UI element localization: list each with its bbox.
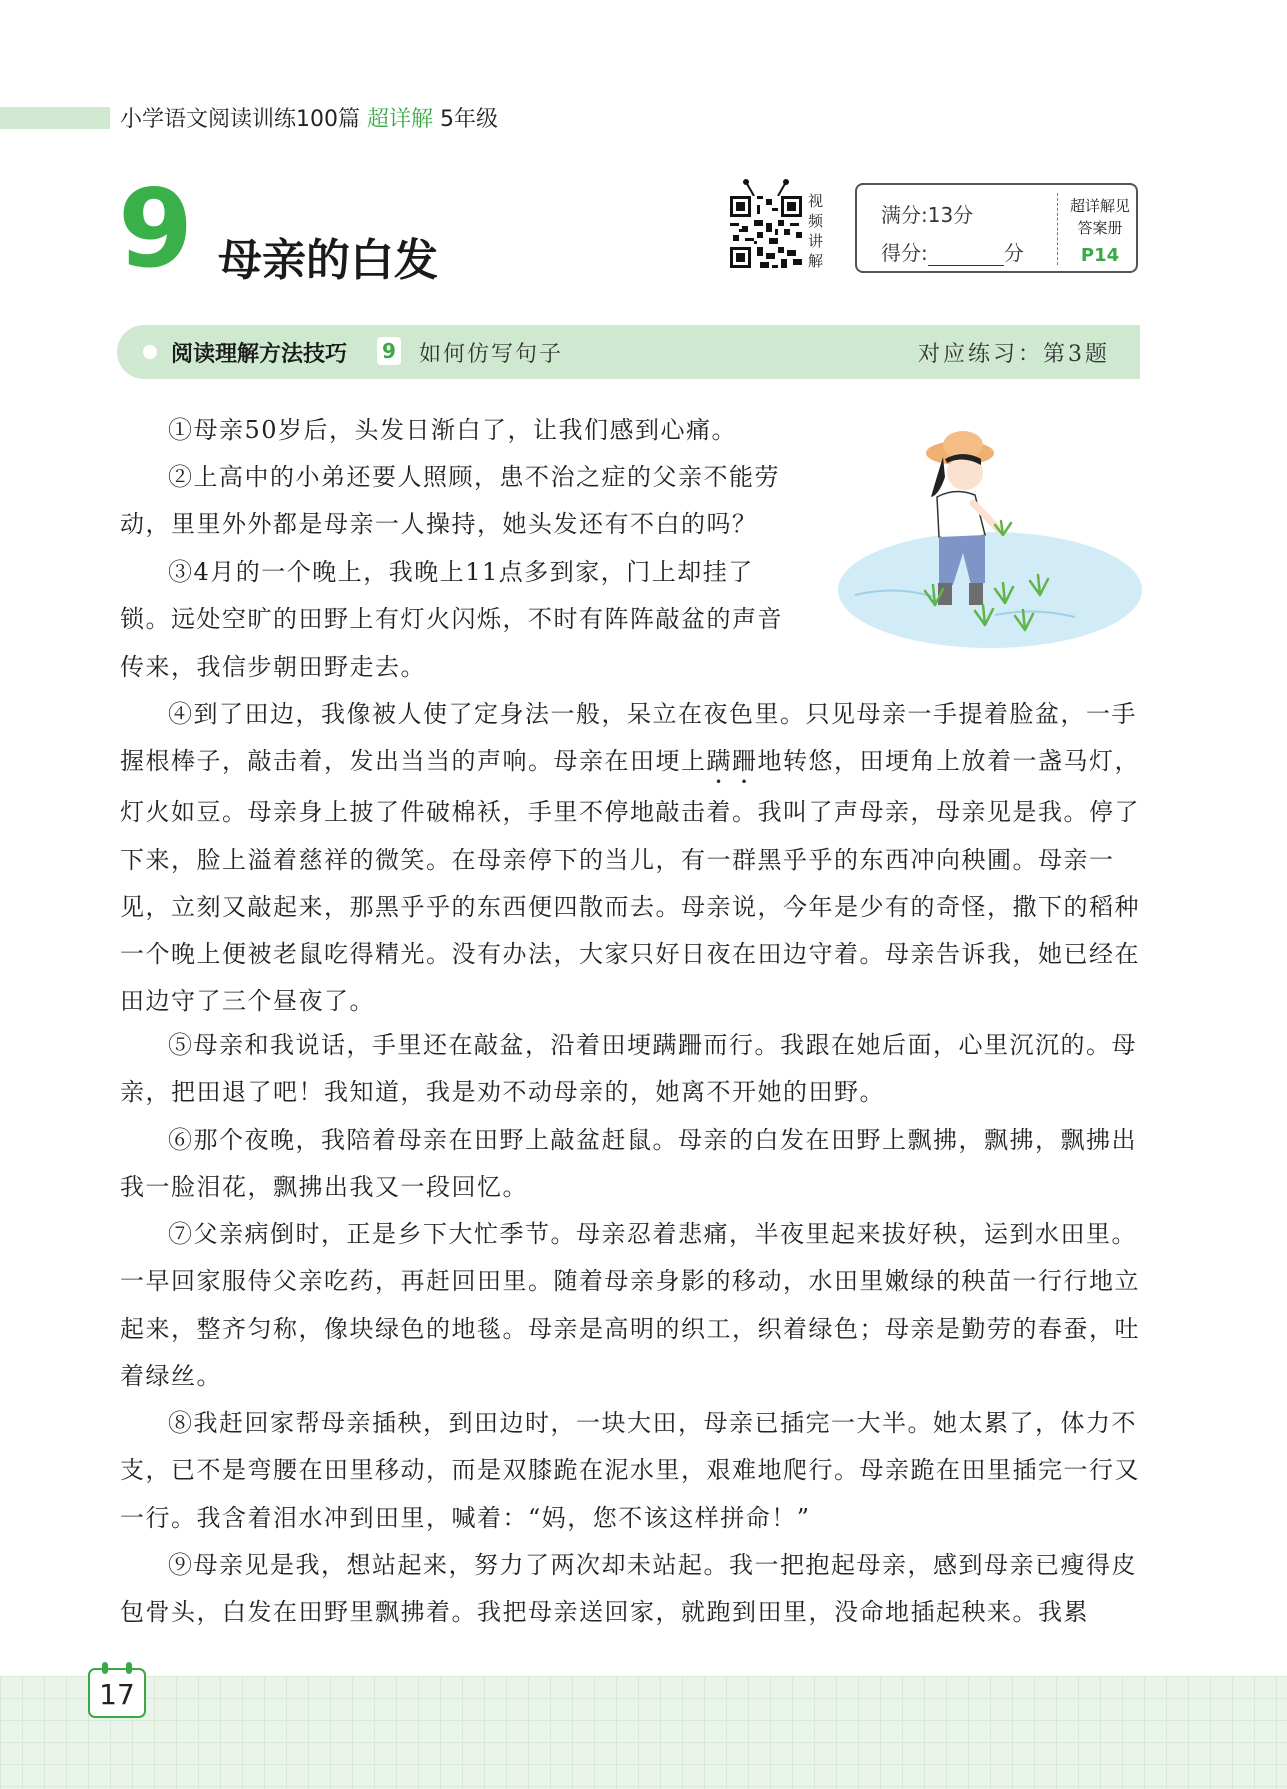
paragraph-9: ⑨母亲见是我，想站起来，努力了两次却未站起。我一把抱起母亲，感到母亲已瘦得皮包骨头，白发在田野里飘拂着。我把母亲送回家，就跑到田里，没命地插起秧来。我累	[120, 1551, 1137, 1627]
lesson-number: 9	[118, 167, 194, 292]
banner-title: 阅读理解方法技巧	[171, 342, 348, 367]
header-strip	[0, 107, 110, 129]
girl-planting-rice-illustration	[835, 425, 1145, 650]
score-box	[855, 183, 1138, 273]
score-full: 满分:13分	[881, 203, 974, 227]
score-divider	[1057, 193, 1058, 265]
paragraph-4: ④到了田边，我像被人使了定身法一般，呆立在夜色里。只见母亲一手提着脸盆，一手握根棒子，敲击着，发出当当的声响。母亲在田埂上蹒跚地转悠，田埂角上放着一盏马灯，灯火如豆。母亲身上披了件破棉袄，手里不停地敲击着。我叫了声母亲，母亲见是我。停了下来，脸上溢着慈祥的微笑。在母亲停下的当儿，有一群黑乎乎的东西冲向秧圃。母亲一见，立刻又敲起来，那黑乎乎的东西便四散而去。母亲说，今年是少有的奇怪，撒下的稻种一个晚上便被老鼠吃得精光。没有办法，大家只好日夜在田边守着。母亲告诉我，她已经在田边守了三个昼夜了。	[120, 700, 1140, 1016]
answer-ref-line1: 超详解见	[1069, 197, 1130, 215]
paragraph-3: ③4月的一个晚上，我晚上11点多到家，门上却挂了锁。远处空旷的田野上有灯火闪烁，不时有阵阵敲盆的声音传来，我信步朝田野走去。	[120, 558, 783, 681]
banner-number: 9	[377, 337, 401, 365]
page-number-box	[88, 1668, 146, 1718]
answer-ref-line2: 答案册	[1077, 219, 1123, 237]
paragraph-2: ②上高中的小弟还要人照顾，患不治之症的父亲不能劳动，里里外外都是母亲一人操持，她头发还有不白的吗？	[120, 463, 780, 539]
paragraph-8: ⑧我赶回家帮母亲插秧，到田边时，一块大田，母亲已插完一大半。她太累了，体力不支，已不是弯腰在田里移动，而是双膝跪在泥水里，艰难地爬行。母亲跪在田里插完一行又一行。我含着泪水冲到田里，喊着：“妈，您不该这样拼命！”	[120, 1409, 1140, 1532]
calendar-ring-icon	[102, 1662, 108, 1674]
banner-dot	[143, 345, 157, 359]
qr-antenna-icon	[738, 178, 794, 196]
page-number: 17	[99, 1678, 135, 1711]
banner-practice: 对应练习：第3题	[918, 342, 1110, 367]
footer-grid	[0, 1676, 1287, 1789]
lesson-title: 母亲的白发	[218, 235, 438, 286]
paragraph-6: ⑥那个夜晚，我陪着母亲在田野上敲盆赶鼠。母亲的白发在田野上飘拂，飘拂，飘拂出我一脸泪花，飘拂出我又一段回忆。	[120, 1126, 1137, 1202]
series-highlight: 超详解	[367, 107, 434, 132]
qr-label: 视频讲解	[808, 192, 824, 270]
score-obtained: 得分: 分	[881, 241, 1024, 265]
paragraph-7: ⑦父亲病倒时，正是乡下大忙季节。母亲忍着悲痛，半夜里起来拔好秧，运到水田里。一早回家服侍父亲吃药，再赶回田里。随着母亲身影的移动，水田里嫩绿的秧苗一行行地立起来，整齐匀称，像块绿色的地毯。母亲是高明的织工，织着绿色；母亲是勤劳的春蚕，吐着绿丝。	[120, 1220, 1140, 1390]
series-title: 小学语文阅读训练100篇 超详解 5年级	[120, 107, 499, 132]
paragraph-1: ①母亲50岁后，头发日渐白了，让我们感到心痛。	[168, 416, 738, 444]
banner-subtitle: 如何仿写句子	[419, 342, 564, 367]
emphasized-word: 蹒跚	[706, 747, 758, 776]
score-blank[interactable]	[928, 247, 1004, 266]
qr-code-icon[interactable]	[727, 193, 805, 271]
calendar-ring-icon	[126, 1662, 132, 1674]
answer-page: P14	[1080, 245, 1120, 266]
paragraph-5: ⑤母亲和我说话，手里还在敲盆，沿着田埂蹒跚而行。我跟在她后面，心里沉沉的。母亲，把田退了吧！我知道，我是劝不动母亲的，她离不开她的田野。	[120, 1031, 1137, 1107]
method-banner	[117, 325, 1140, 379]
